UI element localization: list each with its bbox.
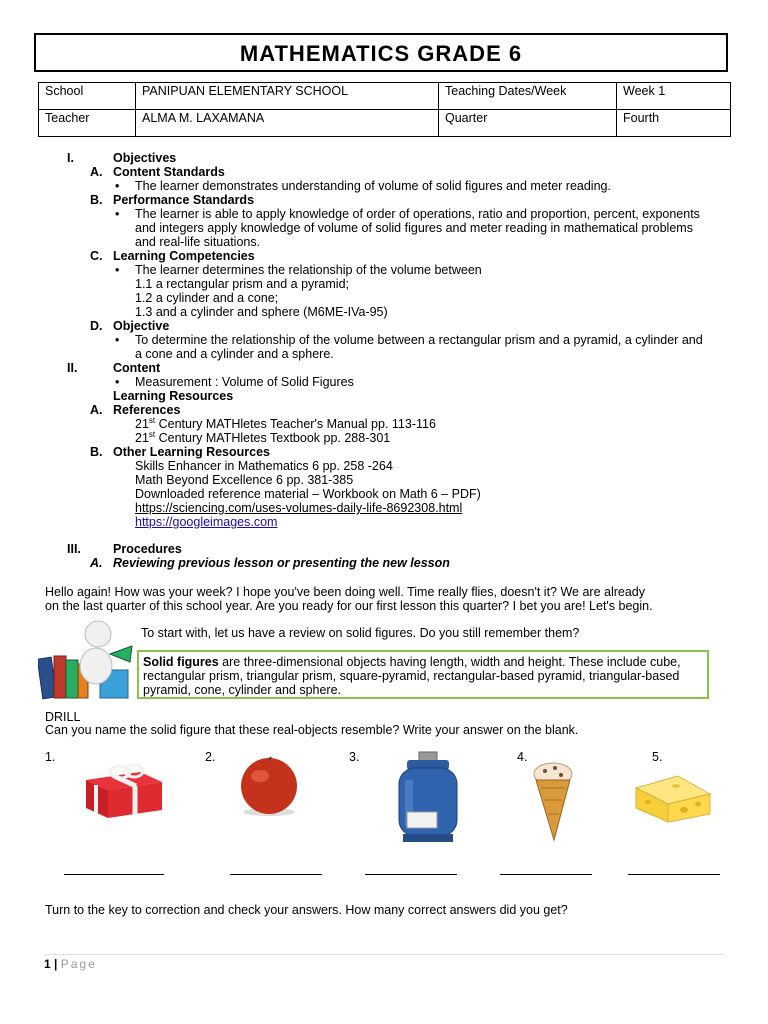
performance-standards-heading: Performance Standards bbox=[113, 193, 255, 207]
solid-figures-term: Solid figures bbox=[143, 655, 219, 669]
objective-heading: Objective bbox=[113, 319, 170, 333]
page-number: 1 bbox=[44, 957, 51, 971]
competency-bullet: • The learner determines the relationship of the volume between bbox=[135, 263, 482, 277]
sec1-a-num: A. bbox=[90, 165, 103, 179]
intro-line-1: Hello again! How was your week? I hope you've been doing well. Time really flies, doesn't it? We are already bbox=[45, 585, 645, 599]
sec2-title: Content bbox=[113, 361, 161, 375]
sec2-num: II. bbox=[67, 361, 78, 375]
page-footer bbox=[44, 957, 97, 971]
sec3-num: III. bbox=[67, 542, 81, 556]
tomato-image bbox=[236, 756, 302, 818]
page-label: Page bbox=[60, 957, 97, 971]
reviewing-heading: Reviewing previous lesson or presenting the new lesson bbox=[113, 556, 450, 570]
ice-cream-cone-image bbox=[531, 762, 575, 842]
solid-figures-definition: are three-dimensional objects having length, width and height. These include cube, rectangular prism, triangular prism, square-pyramid, rectangular-based pyramid, triangular-based pyramid, cone, cylinder and sphere. bbox=[143, 655, 681, 697]
item-number-2: 2. bbox=[205, 750, 216, 764]
review-text: To start with, let us have a review on solid figures. Do you still remember them? bbox=[141, 626, 580, 640]
references-heading: References bbox=[113, 403, 181, 417]
performance-standards-bullet: • The learner is able to apply knowledge of order of operations, ratio and proportion, percent, exponents and integers apply knowledge of volume of solid figures and meter reading in mathematical problems and real-life situations. bbox=[135, 207, 705, 249]
learning-resources-heading: Learning Resources bbox=[113, 389, 234, 403]
quarter-label: Quarter bbox=[439, 110, 617, 137]
competency-1-2: 1.2 a cylinder and a cone; bbox=[135, 291, 279, 305]
other-resources-heading: Other Learning Resources bbox=[113, 445, 270, 459]
answer-blank-4[interactable] bbox=[500, 874, 592, 875]
sec1-c-num: C. bbox=[90, 249, 103, 263]
sec1-d-num: D. bbox=[90, 319, 103, 333]
gas-tank-image bbox=[393, 750, 463, 846]
cheese-image bbox=[632, 772, 712, 824]
item-number-4: 4. bbox=[517, 750, 528, 764]
content-bullet: • Measurement : Volume of Solid Figures bbox=[135, 375, 354, 389]
answer-blank-3[interactable] bbox=[365, 874, 457, 875]
table-row bbox=[39, 110, 731, 137]
reader-books-illustration bbox=[38, 618, 136, 702]
other-resource-2: Math Beyond Excellence 6 pp. 381-385 bbox=[135, 473, 354, 487]
answer-blank-1[interactable] bbox=[64, 874, 164, 875]
procedures-heading: Procedures bbox=[113, 542, 182, 556]
content-standards-heading: Content Standards bbox=[113, 165, 225, 179]
teacher-value: ALMA M. LAXAMANA bbox=[136, 110, 439, 137]
drill-question: Can you name the solid figure that these real-objects resemble? Write your answer on the blank. bbox=[45, 723, 579, 737]
teacher-label: Teacher bbox=[39, 110, 136, 137]
sec2-b-num: B. bbox=[90, 445, 103, 459]
competency-1-3: 1.3 and a cylinder and sphere (M6ME-IVa-95) bbox=[135, 305, 388, 319]
sec1-title: Objectives bbox=[113, 151, 177, 165]
school-label: School bbox=[39, 83, 136, 110]
reference-1: 21st Century MATHletes Teacher's Manual pp. 113-116 bbox=[135, 415, 436, 431]
reference-2: 21st Century MATHletes Textbook pp. 288-301 bbox=[135, 429, 391, 445]
competency-1-1: 1.1 a rectangular prism and a pyramid; bbox=[135, 277, 349, 291]
item-number-5: 5. bbox=[652, 750, 663, 764]
answer-blank-2[interactable] bbox=[230, 874, 322, 875]
item-number-3: 3. bbox=[349, 750, 360, 764]
table-row bbox=[39, 83, 731, 110]
content-standards-bullet: • The learner demonstrates understanding of volume of solid figures and meter reading. bbox=[135, 179, 611, 193]
page-title: MATHEMATICS GRADE 6 bbox=[239, 41, 523, 66]
other-resource-3: Downloaded reference material – Workbook on Math 6 – PDF) bbox=[135, 487, 481, 501]
dates-label: Teaching Dates/Week bbox=[439, 83, 617, 110]
sec2-a-num: A. bbox=[90, 403, 103, 417]
intro-line-2: on the last quarter of this school year. Are you ready for our first lesson this quarter? I bet you are! Let's begin. bbox=[45, 599, 653, 613]
learning-competencies-heading: Learning Competencies bbox=[113, 249, 255, 263]
title-box bbox=[34, 33, 728, 72]
sec1-num: I. bbox=[67, 151, 74, 165]
solid-figures-box bbox=[137, 650, 709, 699]
drill-heading: DRILL bbox=[45, 710, 81, 724]
info-table bbox=[38, 82, 731, 137]
sciencing-link[interactable]: https://sciencing.com/uses-volumes-daily-life-8692308.html bbox=[135, 501, 463, 515]
objective-bullet: • To determine the relationship of the volume between a rectangular prism and a pyramid, a cylinder and a cone and a cylinder and a sphere. bbox=[135, 333, 705, 361]
school-value: PANIPUAN ELEMENTARY SCHOOL bbox=[136, 83, 439, 110]
gift-box-image bbox=[80, 760, 166, 820]
sec1-b-num: B. bbox=[90, 193, 103, 207]
sec3-a-num: A. bbox=[90, 556, 103, 570]
answer-blank-5[interactable] bbox=[628, 874, 720, 875]
week-value: Week 1 bbox=[617, 83, 731, 110]
googleimages-link[interactable]: https://googleimages.com bbox=[135, 515, 278, 529]
footer-separator: | bbox=[50, 957, 61, 971]
item-number-1: 1. bbox=[45, 750, 56, 764]
quarter-value: Fourth bbox=[617, 110, 731, 137]
closing-text: Turn to the key to correction and check your answers. How many correct answers did you get? bbox=[45, 903, 568, 917]
other-resource-1: Skills Enhancer in Mathematics 6 pp. 258 -264 bbox=[135, 459, 393, 473]
footer-divider bbox=[44, 954, 724, 955]
